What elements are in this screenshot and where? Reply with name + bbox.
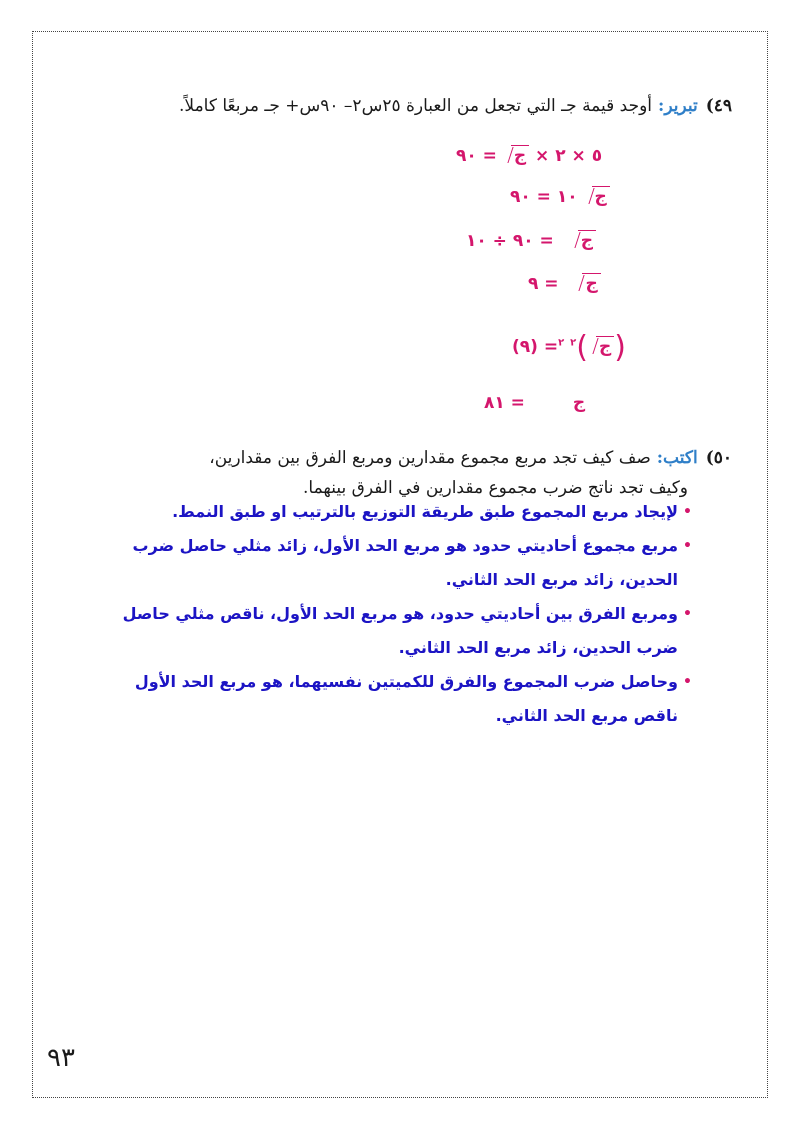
step-3	[466, 230, 596, 251]
step-5-exp: ٢	[558, 337, 565, 349]
question-50-line1: ٥٠)اكتب:صف كيف تجد مربع مجموع مقدارين ومربع الفرق بين مقدارين،	[209, 448, 732, 468]
question-50-line2: وكيف تجد ناتج ضرب مجموع مقدارين في الفرق بينهما.	[303, 478, 688, 498]
step-5-right: = (٩)	[512, 337, 559, 357]
paren-right: )	[614, 330, 626, 365]
step-4-right: = ٩	[528, 274, 559, 294]
question-50-label: اكتب:	[656, 448, 698, 468]
step-3-right: = ٩٠ ÷ ١٠	[466, 231, 554, 251]
sqrt-icon: ج	[588, 336, 614, 357]
sqrt-icon: ج	[570, 230, 596, 251]
answer-item: • مربع مجموع أحاديتي حدود هو مربع الحد الأول، زائد مثلي حاصل ضرب الحدين، زائد مربع الحد الثاني.	[107, 529, 692, 597]
step-1-right: = ٩٠	[456, 146, 497, 166]
step-4	[528, 273, 601, 294]
step-5	[512, 330, 626, 365]
answer-item: • ومربع الفرق بين أحاديتي حدود، هو مربع الحد الأول، ناقص مثلي حاصل ضرب الحدين، زائد مربع الحد الثاني.	[107, 597, 692, 665]
paren-left: (	[576, 330, 588, 365]
question-49-number: ٤٩)	[705, 96, 732, 116]
answer-item: • وحاصل ضرب المجموع والفرق للكميتين نفسيهما، هو مربع الحد الأول ناقص مربع الحد الثاني.	[107, 665, 692, 733]
question-50	[209, 443, 732, 503]
answer-item: • لإيجاد مربع المجموع طبق طريقة التوزيع بالترتيب او طبق النمط.	[107, 495, 692, 529]
step-2	[510, 186, 610, 207]
step-5-exp2: ٢	[570, 337, 577, 349]
page-number: ٩٣	[47, 1043, 75, 1073]
question-49-label: تبرير:	[658, 96, 698, 116]
step-2-right: ١٠ = ٩٠	[510, 187, 578, 207]
step-6-left: ج	[572, 393, 586, 413]
sqrt-icon: ج	[503, 145, 529, 166]
question-50-number: ٥٠)	[705, 448, 732, 468]
answer-list	[107, 495, 692, 733]
step-6	[484, 393, 585, 413]
step-6-right: = ٨١	[484, 393, 525, 413]
step-1-left: ٥ × ٢ ×	[535, 146, 603, 166]
question-49-text: أوجد قيمة جـ التي تجعل من العبارة ٢٥س٢– ٩٠س+ جـ مربعًا كاملاً.	[179, 96, 653, 116]
sqrt-icon: ج	[584, 186, 610, 207]
sqrt-icon: ج	[574, 273, 600, 294]
question-49	[179, 96, 732, 116]
step-1	[456, 145, 602, 166]
